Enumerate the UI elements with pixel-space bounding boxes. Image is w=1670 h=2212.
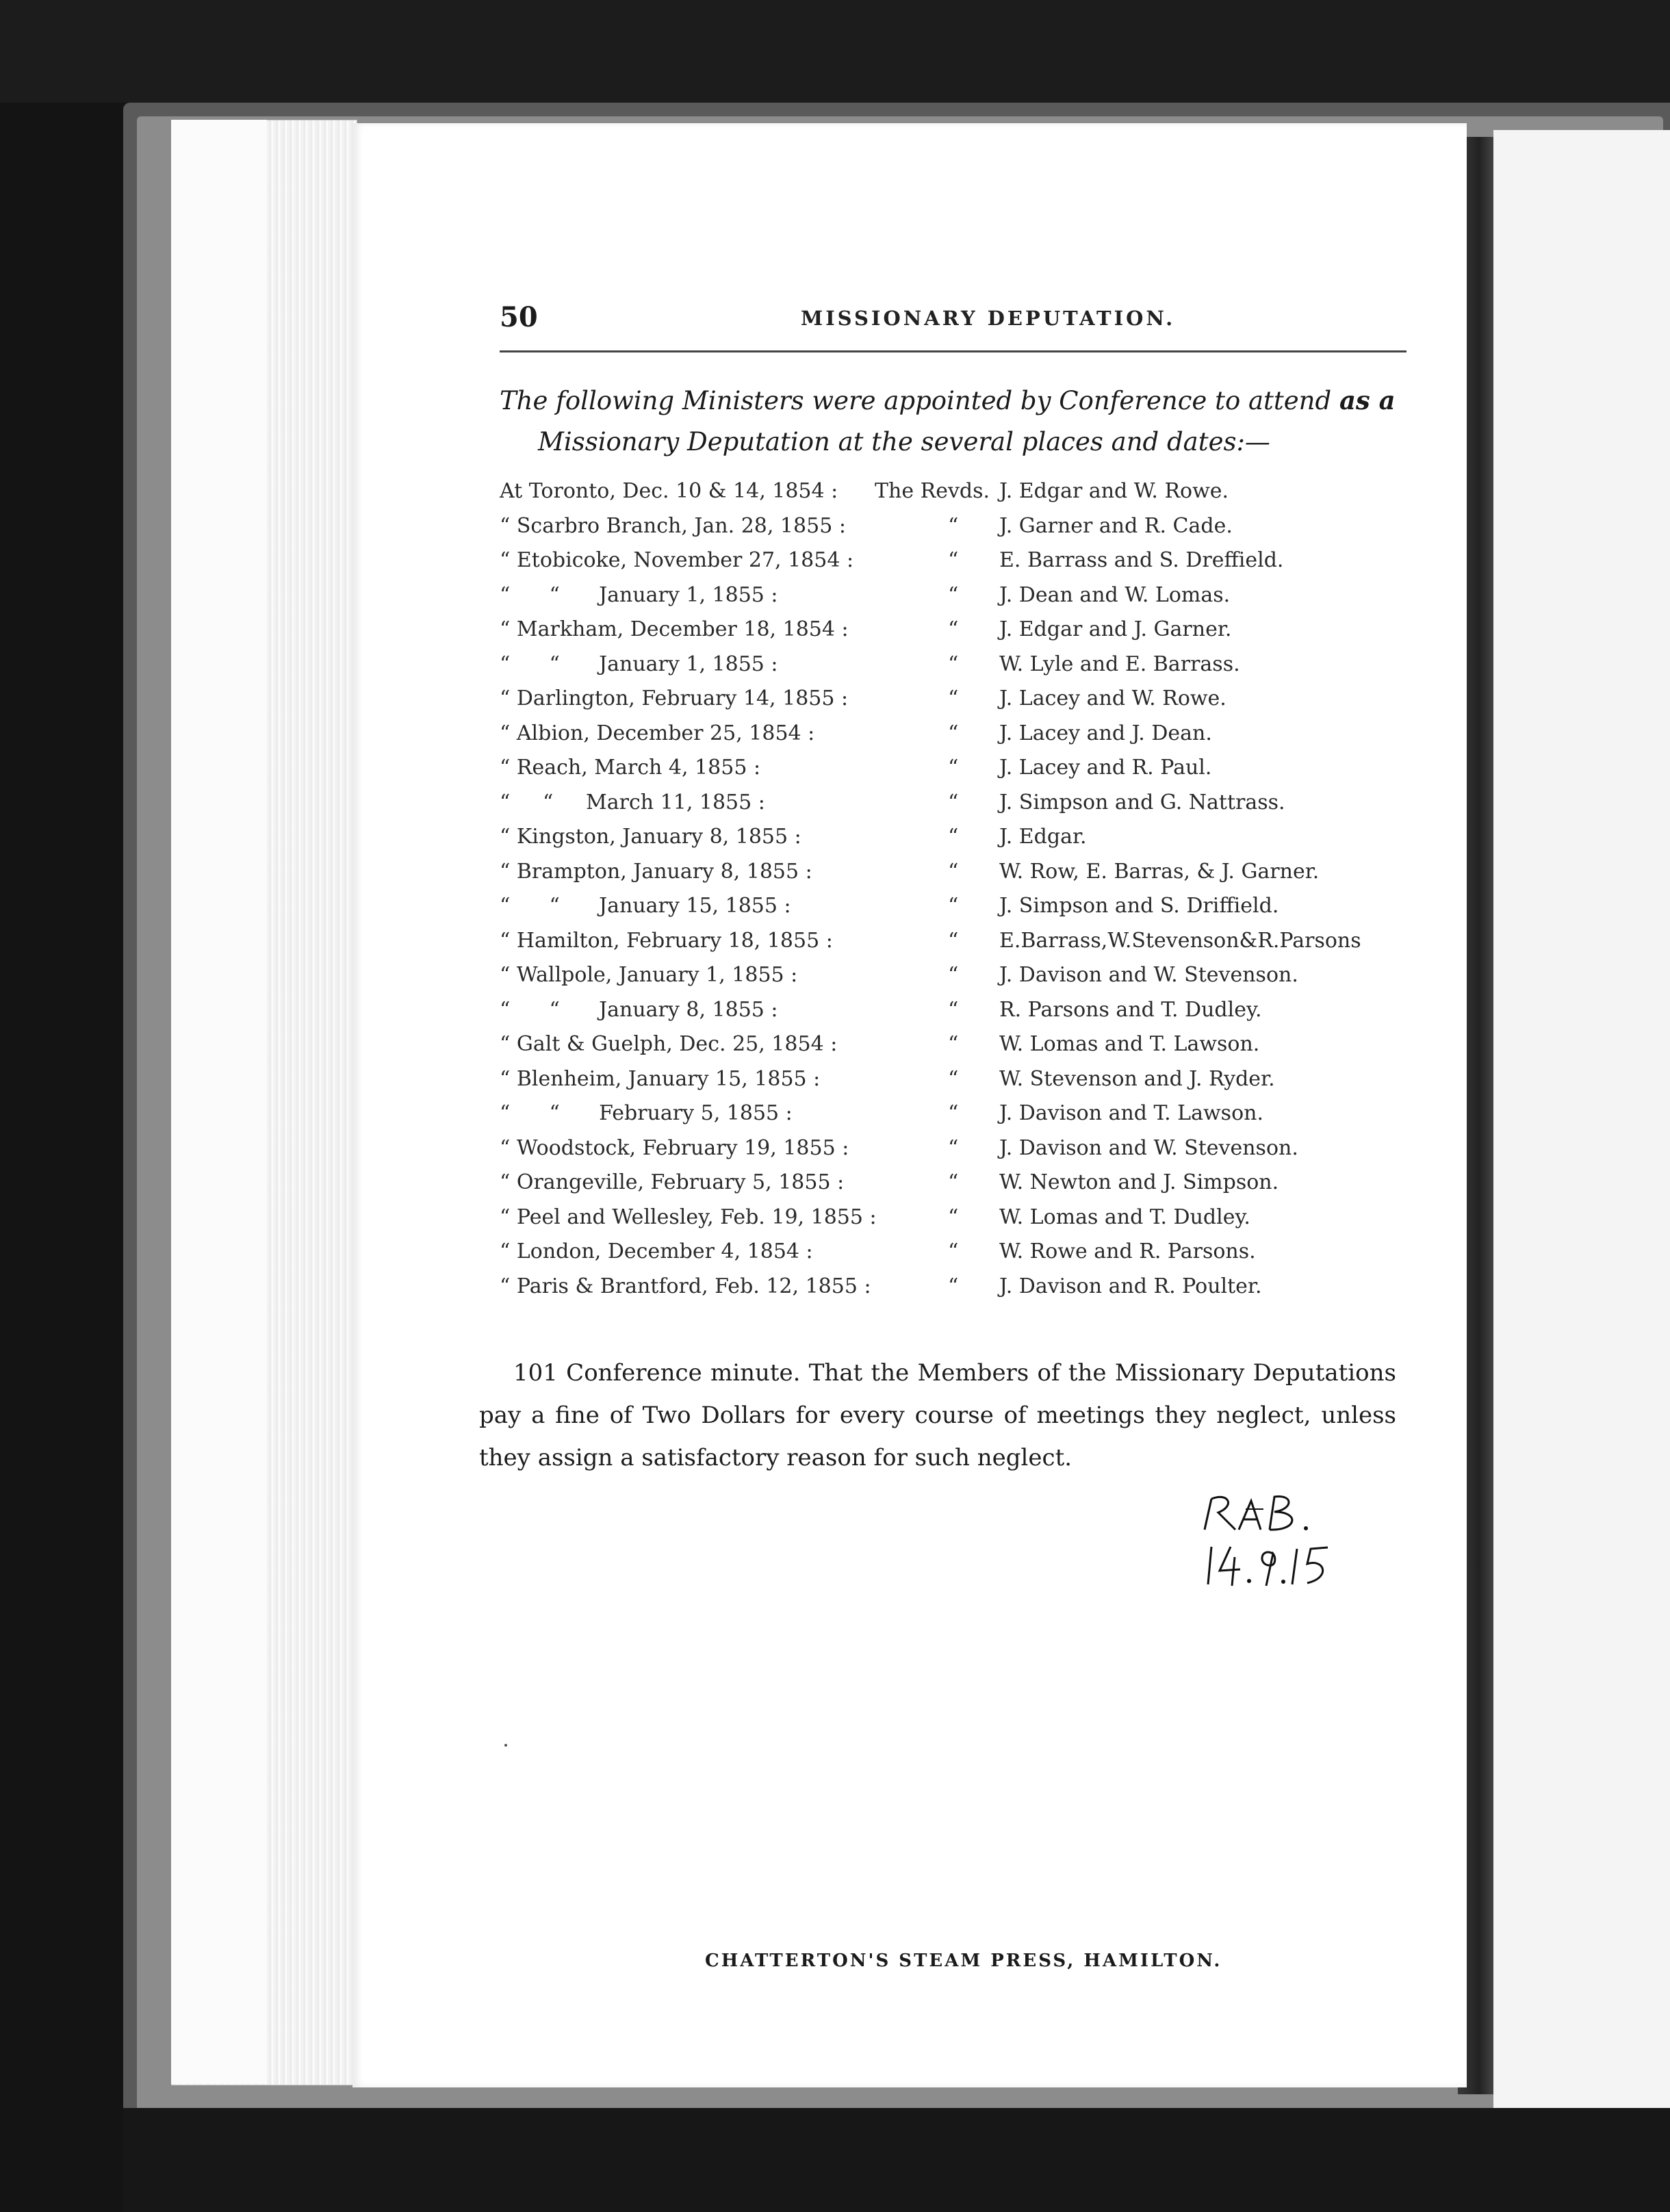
deputation-place-date: “ “ January 8, 1855 : — [500, 997, 778, 1022]
deputation-place-date: “ Peel and Wellesley, Feb. 19, 1855 : — [500, 1205, 877, 1229]
deputation-ministers: J. Edgar and J. Garner. — [999, 617, 1232, 641]
ditto-mark: “ — [948, 1101, 959, 1125]
deputation-ministers: W. Stevenson and J. Ryder. — [999, 1066, 1275, 1091]
ditto-mark: “ — [948, 1205, 959, 1229]
intro-text: The following Ministers were appointed by Conference to attend — [500, 386, 1332, 415]
page-number: 50 — [500, 301, 538, 333]
deputation-ministers: W. Lomas and T. Lawson. — [999, 1032, 1260, 1056]
deputation-ministers: W. Lyle and E. Barrass. — [999, 652, 1240, 676]
deputation-place-date: “ Woodstock, February 19, 1855 : — [500, 1135, 849, 1160]
printer-imprint: CHATTERTON'S STEAM PRESS, HAMILTON. — [705, 1951, 1222, 1971]
deputation-place-date: “ “ January 1, 1855 : — [500, 582, 778, 607]
deputation-ministers: W. Newton and J. Simpson. — [999, 1170, 1279, 1194]
ditto-mark: “ — [948, 825, 959, 849]
deputation-place-date: “ Markham, December 18, 1854 : — [500, 617, 849, 641]
deputation-ministers: E. Barrass and S. Dreffield. — [999, 548, 1284, 572]
deputation-place-date: “ London, December 4, 1854 : — [500, 1239, 813, 1263]
deputation-place-date: “ “ January 1, 1855 : — [500, 652, 778, 676]
ditto-mark: “ — [948, 1135, 959, 1160]
deputation-ministers: J. Davison and W. Stevenson. — [999, 963, 1298, 987]
deputation-place-date: “ Albion, December 25, 1854 : — [500, 721, 815, 745]
deputation-ministers: W. Lomas and T. Dudley. — [999, 1205, 1250, 1229]
ditto-mark: “ — [948, 1170, 959, 1194]
deputation-ministers: J. Simpson and S. Driffield. — [999, 894, 1279, 918]
deputation-place-date: “ Reach, March 4, 1855 : — [500, 756, 761, 780]
ditto-mark: “ — [948, 548, 959, 572]
deputation-place-date: “ Brampton, January 8, 1855 : — [500, 859, 812, 884]
ditto-mark: “ — [948, 1239, 959, 1263]
deputation-place-date: “ Kingston, January 8, 1855 : — [500, 825, 801, 849]
ditto-mark: “ — [948, 894, 959, 918]
ditto-mark: “ — [948, 582, 959, 607]
ditto-mark: “ — [948, 963, 959, 987]
deputation-place-date: “ “ March 11, 1855 : — [500, 790, 765, 814]
intro-line-1 — [500, 380, 1424, 422]
ditto-mark: “ — [948, 997, 959, 1022]
deputation-place-date: “ Blenheim, January 15, 1855 : — [500, 1066, 821, 1091]
ditto-mark: “ — [948, 859, 959, 884]
conference-minute — [479, 1352, 1396, 1479]
intro-line-2: Missionary Deputation at the several places and dates:— — [538, 427, 1270, 456]
header-rule — [500, 350, 1406, 352]
deputation-place-date: “ Galt & Guelph, Dec. 25, 1854 : — [500, 1032, 838, 1056]
scanner-background — [0, 0, 1670, 103]
deputation-place-date: At Toronto, Dec. 10 & 14, 1854 : — [500, 479, 838, 503]
deputation-ministers: J. Davison and T. Lawson. — [999, 1101, 1263, 1125]
ditto-mark: “ — [948, 1066, 959, 1091]
deputation-ministers: J. Davison and R. Poulter. — [999, 1274, 1262, 1298]
deputation-ministers: J. Edgar. — [999, 825, 1087, 849]
deputation-ministers: J. Lacey and W. Rowe. — [999, 686, 1226, 710]
revds-label: The Revds. — [875, 479, 990, 503]
deputation-ministers: J. Simpson and G. Nattrass. — [999, 790, 1285, 814]
ditto-mark: “ — [948, 1274, 959, 1298]
ditto-mark: “ — [948, 652, 959, 676]
scanner-background-bottom — [123, 2108, 1670, 2212]
ditto-mark: “ — [948, 1032, 959, 1056]
ditto-mark: “ — [948, 617, 959, 641]
deputation-place-date: “ Scarbro Branch, Jan. 28, 1855 : — [500, 513, 846, 538]
ditto-mark: “ — [948, 928, 959, 953]
ditto-mark: “ — [948, 513, 959, 538]
deputation-place-date: “ Etobicoke, November 27, 1854 : — [500, 548, 854, 572]
deputation-place-date: “ “ January 15, 1855 : — [500, 894, 791, 918]
ditto-mark: “ — [948, 790, 959, 814]
ditto-mark: “ — [948, 721, 959, 745]
deputation-ministers: J. Davison and W. Stevenson. — [999, 1135, 1298, 1160]
intro-bold-text: as a — [1339, 385, 1396, 415]
deputation-ministers: E.Barrass,W.Stevenson&R.Parsons — [999, 928, 1361, 953]
deputation-place-date: “ “ February 5, 1855 : — [500, 1101, 793, 1125]
deputation-place-date: “ Darlington, February 14, 1855 : — [500, 686, 849, 710]
deputation-ministers: W. Rowe and R. Parsons. — [999, 1239, 1256, 1263]
handwritten-signature — [1198, 1482, 1417, 1591]
deputation-ministers: J. Lacey and J. Dean. — [999, 721, 1212, 745]
running-title: MISSIONARY DEPUTATION. — [801, 307, 1176, 330]
minute-text: 101 Conference minute. That the Members of the Missionary Deputations pay a fine of Two Dollars for every course of meetings they neglect, unless they assign a satisfactory reason for such neglect. — [479, 1359, 1396, 1471]
deputation-ministers: R. Parsons and T. Dudley. — [999, 997, 1262, 1022]
deputation-ministers: J. Lacey and R. Paul. — [999, 756, 1212, 780]
deputation-ministers: J. Dean and W. Lomas. — [999, 582, 1231, 607]
signature-drawing — [1198, 1482, 1417, 1591]
ink-speck — [504, 1744, 507, 1747]
ditto-mark: “ — [948, 686, 959, 710]
flyleaf — [171, 120, 267, 2084]
deputation-ministers: J. Garner and R. Cade. — [999, 513, 1233, 538]
deputation-place-date: “ Orangeville, February 5, 1855 : — [500, 1170, 845, 1194]
deputation-ministers: J. Edgar and W. Rowe. — [999, 479, 1229, 503]
running-head — [500, 301, 1410, 335]
deputation-place-date: “ Wallpole, January 1, 1855 : — [500, 963, 798, 987]
ditto-mark: “ — [948, 756, 959, 780]
deputation-ministers: W. Row, E. Barras, & J. Garner. — [999, 859, 1320, 884]
deputation-place-date: “ Paris & Brantford, Feb. 12, 1855 : — [500, 1274, 871, 1298]
facing-page — [1493, 130, 1670, 2108]
intro-paragraph — [500, 380, 1424, 463]
deputation-place-date: “ Hamilton, February 18, 1855 : — [500, 928, 833, 953]
